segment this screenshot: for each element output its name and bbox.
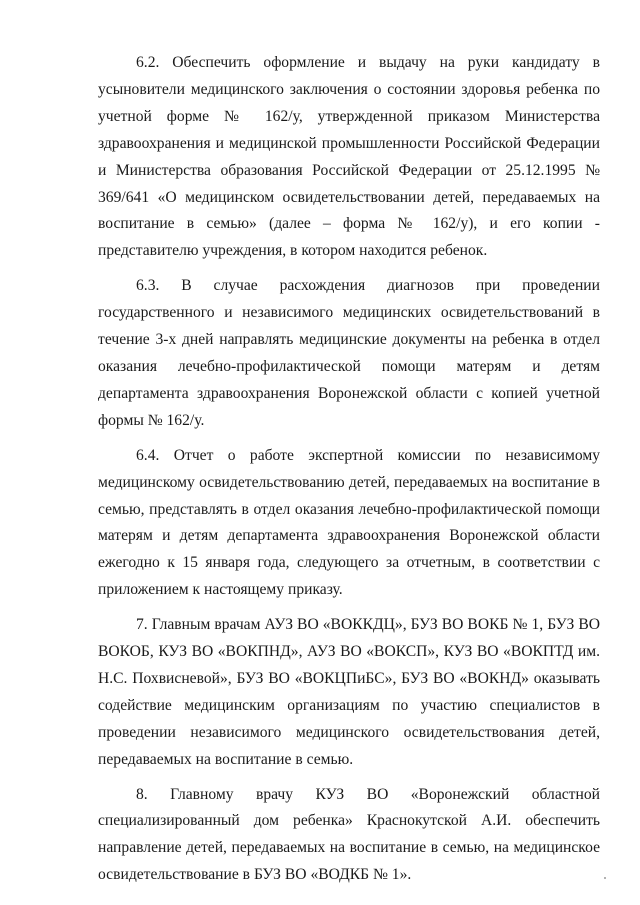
paragraph-8: 8. Главному врачу КУЗ ВО «Воронежский областной специализированный дом ребенка» Краснокутской А.И. обеспечить направление детей, передаваемых на воспитание в семью, на медицинское освидетельствование в БУЗ ВО «ВОДКБ № 1». [98, 785, 600, 884]
document-body [98, 50, 600, 897]
paragraph-6-4: 6.4. Отчет о работе экспертной комиссии по независимому медицинскому освидетельствованию детей, передаваемых на воспитание в семью, представлять в отдел оказания лечебно-профилактической помощи матерям и детям департамента здравоохранения Воронежской области ежегодно к 15 января года, следующего за отчетным, в соответствии с приложением к настоящему приказу. [98, 446, 600, 599]
scan-speck [604, 877, 606, 879]
paragraph-7: 7. Главным врачам АУЗ ВО «ВОККДЦ», БУЗ ВО ВОКБ № 1, БУЗ ВО ВОКОБ, КУЗ ВО «ВОКПНД», АУЗ ВО «ВОКСП», КУЗ ВО «ВОКПТД им. Н.С. Похвисневой», БУЗ ВО «ВОКЦПиБС», БУЗ ВО «ВОКНД» оказывать содействие медицинским организациям по участию специалистов в проведении независимого медицинского освидетельствования детей, передаваемых на воспитание в семью. [98, 616, 600, 768]
paragraph-6-3: 6.3. В случае расхождения диагнозов при проведении государственного и независимого медицинских освидетельствований в течение 3-х дней направлять медицинские документы на ребенка в отдел оказания лечебно-профилактической помощи матерям и детям департамента здравоохранения Воронежской области с копией учетной формы № 162/у. [98, 277, 600, 429]
paragraph-6-2: 6.2. Обеспечить оформление и выдачу на руки кандидату в усыновители медицинского заключения о состоянии здоровья ребенка по учетной форме № 162/у, утвержденной приказом Министерства здравоохранения и медицинской промышленности Российской Федерации и Министерства образования Российской Федерации от 25.12.1995 № 369/641 «О медицинском освидетельствовании детей, передаваемых на воспитание в семью» (далее – форма № 162/у), и его копии - представителю учреждения, в котором находится ребенок. [98, 54, 600, 260]
